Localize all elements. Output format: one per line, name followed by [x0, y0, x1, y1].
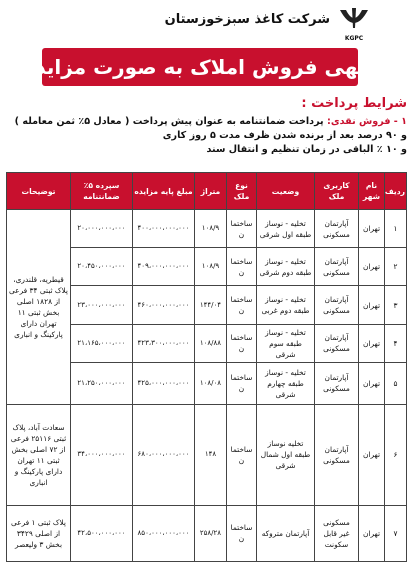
cell-row: ۶ [385, 405, 407, 506]
cell-usage: مسکونی غیر قابل سکونت [315, 505, 359, 561]
cell-deposit: ۴۲،۵۰۰،۰۰۰،۰۰۰ [71, 505, 133, 561]
cell-area: ۱۴۴/۰۴ [195, 286, 227, 324]
col-header-type: نوع ملک [227, 173, 257, 210]
banner-title: آگهی فروش املاک به صورت مزایده [23, 55, 377, 79]
col-header-notes: توضیحات [7, 173, 71, 210]
cell-city: تهران [359, 210, 385, 248]
header [100, 2, 400, 46]
cell-row: ۱ [385, 210, 407, 248]
terms-line-2: و ۹۰ درصد بعد از برنده شدن ظرف مدت ۵ روز کاری [162, 130, 407, 141]
property-table [6, 172, 407, 562]
terms-line-3: و ۱۰ ٪ الباقی در زمان تنظیم و انتقال سند [206, 144, 407, 155]
cell-type: ساختمان [227, 505, 257, 561]
col-header-city: نام شهر [359, 173, 385, 210]
cell-status: تخلیه - نوساز طبقه دوم غربی [257, 286, 315, 324]
col-header-price: مبلغ پایه مزایده [133, 173, 195, 210]
cell-status: تخلیه - نوساز طبقه دوم شرقی [257, 248, 315, 286]
cell-type: ساختمان [227, 405, 257, 506]
cell-city: تهران [359, 248, 385, 286]
cell-notes-group-1: قیطریه، قلندری، پلاک ثبتی ۳۴ فرعی از ۱۸۲۸ اصلی بخش ثبتی ۱۱ تهران دارای پارکینگ و انباری [7, 210, 71, 405]
cell-usage: آپارتمان مسکونی [315, 405, 359, 506]
cell-row: ۴ [385, 324, 407, 362]
cell-price: ۶۸۰،۰۰۰،۰۰۰،۰۰۰ [133, 405, 195, 506]
cell-usage: آپارتمان مسکونی [315, 324, 359, 362]
col-header-row: ردیف [385, 173, 407, 210]
cell-price: ۴۲۵،۰۰۰،۰۰۰،۰۰۰ [133, 362, 195, 404]
cell-deposit: ۲۳،۰۰۰،۰۰۰،۰۰۰ [71, 286, 133, 324]
cell-city: تهران [359, 505, 385, 561]
cell-deposit: ۲۰،۴۵۰،۰۰۰،۰۰۰ [71, 248, 133, 286]
cell-price: ۴۲۳،۳۰۰،۰۰۰،۰۰۰ [133, 324, 195, 362]
cell-type: ساختمان [227, 286, 257, 324]
cell-deposit: ۲۱،۲۵۰،۰۰۰،۰۰۰ [71, 362, 133, 404]
payment-terms [7, 115, 407, 157]
cell-area: ۱۰۸/۰۸ [195, 362, 227, 404]
cell-deposit: ۲۰،۰۰۰،۰۰۰،۰۰۰ [71, 210, 133, 248]
cell-status: تخلیه نوساز طبقه اول شمال شرقی [257, 405, 315, 506]
cell-area: ۲۵۸/۲۸ [195, 505, 227, 561]
col-header-status: وضعیت [257, 173, 315, 210]
logo-text: KGPC [344, 35, 364, 42]
notice-banner [23, 48, 377, 86]
cell-row: ۵ [385, 362, 407, 404]
cell-area: ۱۰۸/۸۸ [195, 324, 227, 362]
cell-city: تهران [359, 405, 385, 506]
cell-status: تخلیه - نوساز طبقه سوم شرقی [257, 324, 315, 362]
cell-row: ۷ [385, 505, 407, 561]
cell-status: تخلیه - نوساز طبقه اول شرقی [257, 210, 315, 248]
cell-row: ۲ [385, 248, 407, 286]
payment-terms-title: شرایط پرداخت : [301, 96, 407, 111]
cell-price: ۴۰۹،۰۰۰،۰۰۰،۰۰۰ [133, 248, 195, 286]
table-header-row [7, 173, 407, 210]
cell-deposit: ۳۴،۰۰۰،۰۰۰،۰۰۰ [71, 405, 133, 506]
cell-usage: آپارتمان مسکونی [315, 362, 359, 404]
cell-city: تهران [359, 362, 385, 404]
terms-line-1-text: پرداخت ضمانتنامه به عنوان پیش پرداخت ( معادل ۵٪ ثمن معامله ) [14, 116, 327, 127]
kgpc-logo-icon [336, 6, 372, 36]
cell-usage: آپارتمان مسکونی [315, 210, 359, 248]
cell-city: تهران [359, 286, 385, 324]
cell-status: آپارتمان متروکه [257, 505, 315, 561]
table-row [7, 505, 407, 561]
table-row [7, 405, 407, 506]
cell-city: تهران [359, 324, 385, 362]
cell-notes-row-7: پلاک ثبتی ۱ فرعی از اصلی ۳۴۲۹ بخش ۳ ولیعصر [7, 505, 71, 561]
table-row [7, 210, 407, 248]
cell-area: ۱۴۸ [195, 405, 227, 506]
cell-notes-group-2: سعادت آباد، پلاک ثبتی ۲۵۱۱۶ فرعی از ۷۲ اصلی بخش ثبتی ۱۱ تهران دارای پارکینگ و انباری [7, 405, 71, 506]
cell-area: ۱۰۸/۹ [195, 210, 227, 248]
cell-type: ساختمان [227, 248, 257, 286]
cell-area: ۱۰۸/۹ [195, 248, 227, 286]
cell-type: ساختمان [227, 324, 257, 362]
cell-usage: آپارتمان مسکونی [315, 286, 359, 324]
col-header-usage: کاربری ملک [315, 173, 359, 210]
cell-price: ۸۵۰،۰۰۰،۰۰۰،۰۰۰ [133, 505, 195, 561]
cell-deposit: ۲۱،۱۶۵،۰۰۰،۰۰۰ [71, 324, 133, 362]
cell-price: ۴۶۰،۰۰۰،۰۰۰،۰۰۰ [133, 286, 195, 324]
col-header-deposit: سپرده ۵٪ ضمانتنامه [71, 173, 133, 210]
cell-type: ساختمان [227, 362, 257, 404]
cell-status: تخلیه - نوساز طبقه چهارم شرقی [257, 362, 315, 404]
col-header-area: متراژ [195, 173, 227, 210]
cell-type: ساختمان [227, 210, 257, 248]
cell-price: ۴۰۰،۰۰۰،۰۰۰،۰۰۰ [133, 210, 195, 248]
cell-usage: آپارتمان مسکونی [315, 248, 359, 286]
terms-line-1-prefix: ۱ - فروش نقدی: [327, 116, 407, 127]
company-name: شرکت کاغذ سبزخوزستان [164, 12, 330, 27]
terms-line-1 [7, 115, 407, 129]
cell-row: ۳ [385, 286, 407, 324]
